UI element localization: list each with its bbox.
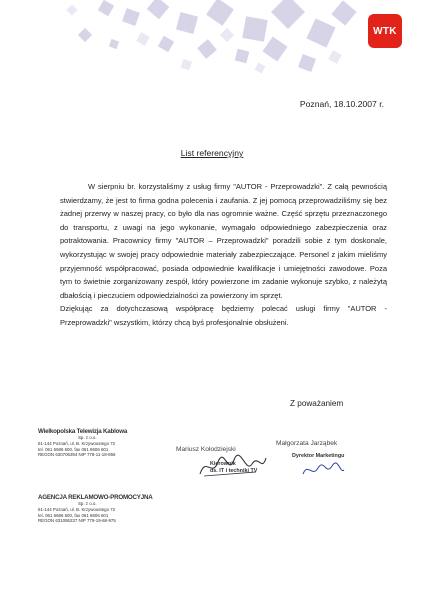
closing-regards: Z poważaniem — [290, 399, 344, 408]
body-paragraph-2: Dziękując za dotychczasową współpracę będziemy polecać usługi firmy "AUTOR - Przeprowadzki" wszystkim, którzy chcą byś profesjonalnie obsłużeni. — [60, 304, 387, 327]
org-ids: REGON 631086237 NIP 779-19-68-975 — [38, 518, 116, 524]
wtk-logo: WTK — [368, 14, 402, 48]
signature-name-2: Małgorzata Jarząbek — [276, 440, 338, 447]
org-phones: tel. 061 6686 600, fax 061 8606 601 — [38, 512, 109, 518]
letter-date: Poznań, 18.10.2007 r. — [299, 99, 384, 109]
org-form: Sp. z o.o. — [78, 435, 97, 440]
org-name: AGENCJA REKLAMOWO-PROMOCYJNA — [38, 494, 153, 501]
letter-title: List referencyjny — [180, 148, 244, 158]
body-paragraph-1: W sierpniu br. korzystaliśmy z usług firmy "AUTOR - Przeprowadzki". Z całą pewnością stwierdzamy, że jest to firma godna polecenia i zaufania. Z jej pomocą przeprowadziliśmy się bez żadnej przerwy w naszej pracy, co było dla nas ogromnie ważne. Część sprzętu przeznaczonego do transportu, z uwagi na jego wykonanie, wymagało odpowiedniego zabezpieczenia oraz potraktowania. Pracownicy firmy "AUTOR – Przeprowadzki" poradzili sobie z tym doskonale, wykorzystując w swojej pracy odpowiednie materiały zabezpieczające. Personel z jakim mieliśmy przyjemność współpracować, posiada odpowiednie kwalifikacje i umiejętności zawodowe. Poza tym to świetnie zorganizowany zespół, który powierzone im zadanie wykonuje szybko, z należytą dbałością i pieczuciem odpowiedzialności za powierzony im sprzęt. — [60, 182, 387, 300]
letter-body — [60, 180, 387, 330]
decorative-pattern — [60, 0, 360, 80]
stamp-line: Dyrektor Marketingu — [292, 453, 345, 459]
organization-stamp-1 — [38, 428, 168, 458]
signature-name-1: Mariusz Kołodziejski — [176, 446, 236, 453]
org-address: 61-144 Poznań, ul. B. Krzywoustego 72 — [38, 506, 116, 512]
stamp-line: Kierownik — [210, 461, 236, 467]
handwritten-signature-1 — [196, 452, 268, 480]
org-name: Wielkopolska Telewizja Kablowa — [38, 428, 128, 435]
signature-stamp-2 — [292, 453, 344, 460]
org-address: 61-144 Poznań, ul. B. Krzywoustego 72 — [38, 440, 116, 446]
org-form: Sp. z o.o. — [78, 501, 97, 506]
org-phones: tel. 061 6686 600, fax 061 8606 601 — [38, 446, 109, 452]
organization-stamp-2 — [38, 494, 168, 524]
org-ids: REGON 630706394 NIP 778-11-18-866 — [38, 452, 116, 458]
handwritten-signature-2 — [300, 460, 346, 480]
stamp-line: ds. IT i techniki TV — [210, 467, 258, 474]
